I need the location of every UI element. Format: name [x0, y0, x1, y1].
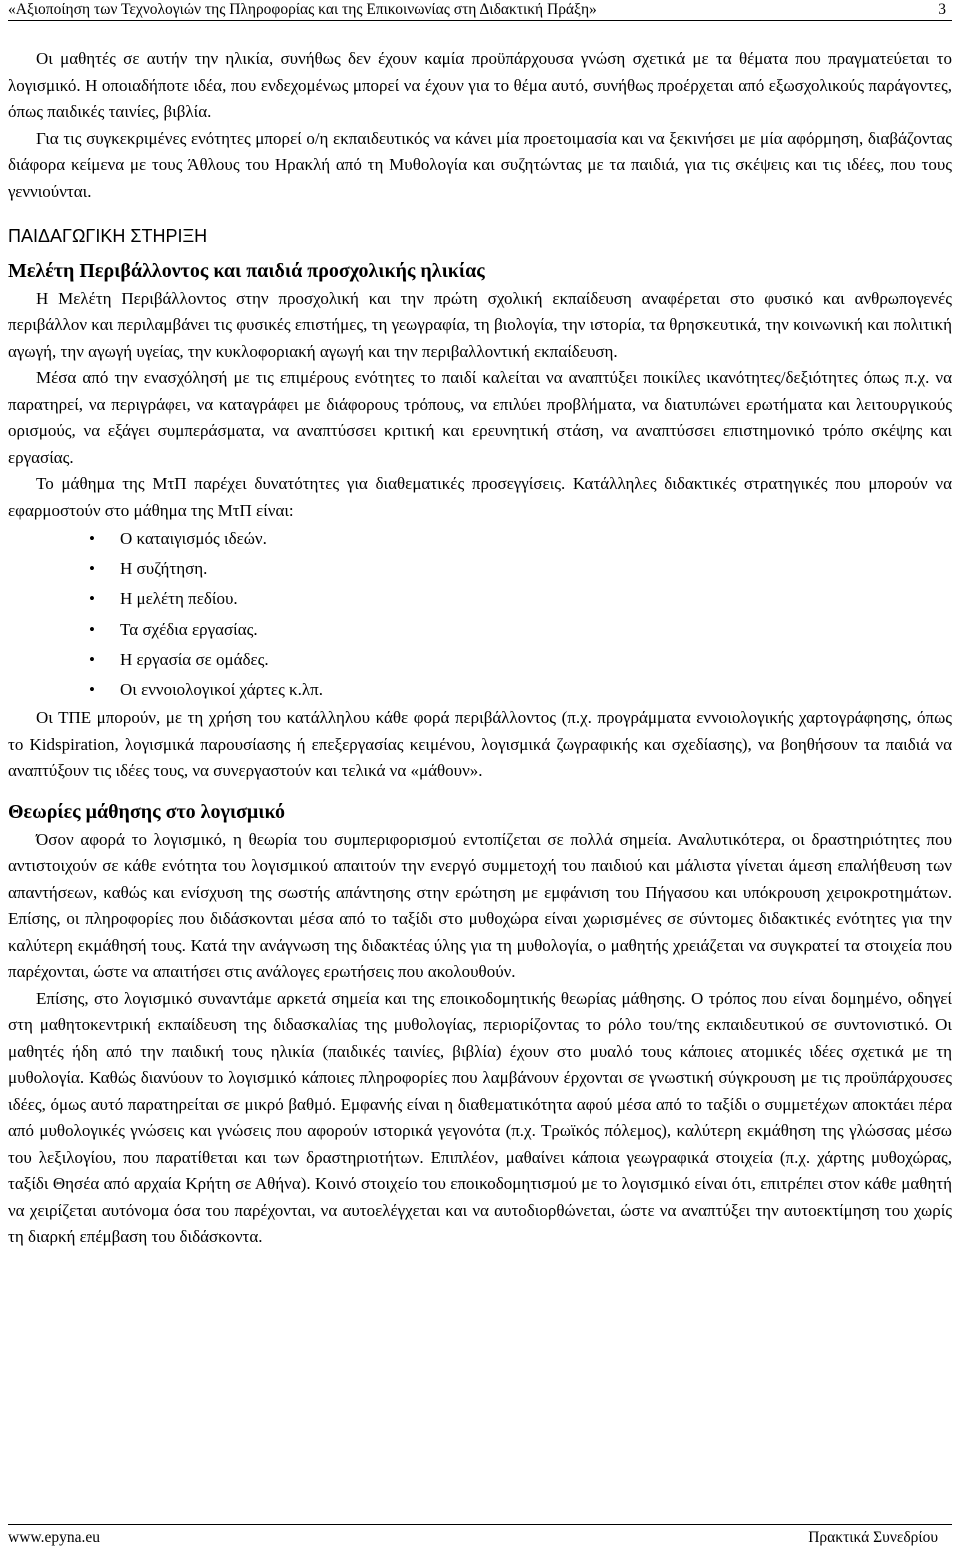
bullet-icon: • — [89, 619, 95, 639]
list-item-text: Η εργασία σε ομάδες. — [120, 649, 269, 669]
list-item — [8, 645, 952, 675]
page-footer — [8, 1524, 952, 1547]
env-paragraph: Το μάθημα της ΜτΠ παρέχει δυνατότητες για διαθεματικές προσεγγίσεις. Κατάλληλες διδακτικές στρατηγικές που μπορούν να εφαρμοστούν στο μάθημα της ΜτΠ είναι: — [8, 474, 952, 520]
strategy-list — [8, 524, 952, 705]
intro-paragraph: Για τις συγκεκριμένες ενότητες μπορεί ο/η εκπαιδευτικός να κάνει μία προετοιμασία και να ξεκινήσει με μία αφόρμηση, διαβάζοντας διάφορα κείμενα με τους Άθλους του Ηρακλή από τη Μυθολογία και συζητώντας με τα παιδιά, για τις σκέψεις και τις ιδέες, που τους γεννιούνται. — [8, 128, 952, 201]
footer-site: www.epyna.eu — [8, 1529, 100, 1546]
theory-paragraph: Όσον αφορά το λογισμικό, η θεωρία του συμπεριφορισμού εντοπίζεται σε πολλά σημεία. Αναλυτικότερα, οι δραστηριότητες που αντιστοιχούν σε κάθε ενότητα του λογισμικού απαιτούν την ενεργό συμμετοχή του παιδιού και μάλιστα γίνεται άμεση επαλήθευση των απαντήσεων, καθώς και ενίσχυση της σωστής απάντησης στην ερώτηση με εμφάνιση του Πήγασου και υπόκρουση χειροκροτημάτων. Επίσης, οι πληροφορίες που διδάσκονται μέσα από το ταξίδι στο μυθοχώρα είναι χωρισμένες σε σύντομες διδακτικές ενότητες για την καλύτερη εκμάθησή τους. Κατά την ανάγνωση της διδακτέας ύλης για τη μυθολογία, ο μαθητής χρειάζεται να συγκρατεί τα στοιχεία που παρέχονται, ώστε να απαιτήσει στις ανάλογες ερωτήσεις που ακολουθούν. — [8, 829, 952, 982]
list-item — [8, 584, 952, 614]
theory-paragraph: Επίσης, στο λογισμικό συναντάμε αρκετά σημεία και της εποικοδομητικής θεωρίας μάθησης. Ο τρόπος που είναι δομημένο, οδηγεί στη μαθητοκεντρική εκπαίδευση της διδασκαλίας της μυθολογίας, περιορίζοντας το ρόλο του/της εκπαιδευτικού σε συντονιστικό. Οι μαθητές ήδη από την παιδική τους ηλικία (παιδικές ταινίες, βιβλία) έχουν στο μυαλό τους κάποιες ατομικές ιδέες σχετικά με τη μυθολογία. Καθώς διανύουν το λογισμικό κάποιες πληροφορίες που λαμβάνουν έρχονται σε γνωστική σύγκρουση με τις προϋπάρχουσες ιδέες, όμως αυτό παρατηρείται σε μικρό βαθμό. Εμφανής είναι η διαθεματικότητα αφού μέσα από το ταξίδι ο συμμετέχων αποκτάει πέρα από μυθολογικές γνώσεις και γνώσεις που αφορούν ιστορικά γεγονότα (π.χ. Τρωϊκός πόλεμος), καλύτερη εκμάθηση της γλώσσας μέσω του λεξιλογίου, που παρατίθεται και των δραστηριοτήτων. Επιπλέον, μαθαίνει κάποια γεωγραφικά στοιχεία (π.χ. χάρτης μυθοχώρας, ταξίδι Θησέα από αρχαία Κρήτη σε Αθήνα). Κοινό στοιχείο του εποικοδομητισμού με το λογισμικό είναι ότι, επιτρέπει στον κάθε μαθητή να χειρίζεται αυτόνομα όσα του παρέχονται, να αυτοελέγχεται και να αυτοδιορθώνεται, ώστε να αναπτύξει την αυτοεκτίμηση του χωρίς τη διαρκή επέμβαση του διδάσκοντα. — [8, 988, 952, 1247]
list-item — [8, 524, 952, 554]
env-paragraph: Η Μελέτη Περιβάλλοντος στην προσχολική και την πρώτη σχολική εκπαίδευση αναφέρεται στο φυσικό και ανθρωπογενές περιβάλλον και περιλαμβάνει τις φυσικές επιστήμες, τη γεωγραφία, τη βιολογία, την ιστορία, τα θρησκευτικά, την κοινωνική και πολιτική αγωγή, την αγωγή υγείας, την κυκλοφοριακή αγωγή και την περιβαλλοντική εκπαίδευση. — [8, 288, 952, 361]
section-title: ΠΑΙΔΑΓΩΓΙΚΗ ΣΤΗΡΙΞΗ — [8, 226, 208, 246]
bullet-icon: • — [89, 529, 95, 548]
list-item-text: Η μελέτη πεδίου. — [120, 589, 238, 609]
bullet-icon: • — [89, 589, 95, 609]
env-paragraph: Μέσα από την ενασχόλησή με τις επιμέρους ενότητες το παιδί καλείται να αναπτύξει ποικίλες ικανότητες/δεξιότητες όπως π.χ. να παρατηρεί, να περιγράφει, να καταγράφει με διάφορους τρόπους, να επιλύει προβλήματα, να διατυπώνει ερωτήματα και λειτουργικούς ορισμούς, να εξάγει συμπεράσματα, να αναπτύσσει κριτική και ερευνητική στάση, να αναπτύσσει επιστημονικό τρόπο σκέψης και εργασίας. — [8, 368, 952, 467]
list-item — [8, 615, 952, 645]
page-number: 3 — [938, 1, 946, 18]
list-item — [8, 554, 952, 584]
env-paragraph: Οι ΤΠΕ μπορούν, με τη χρήση του κατάλληλου κάθε φορά περιβάλλοντος (π.χ. προγράμματα εννοιολογικής χαρτογράφησης, όπως το Kidspiration, λογισμικά παρουσίασης ή επεξεργασίας κειμένου, λογισμικά ζωγραφικής και σχεδίασης), να βοηθήσουν τα παιδιά να αναπτύξουν τις ιδέες τους, να συνεργαστούν και τελικά να «μάθουν». — [8, 708, 952, 781]
list-item-text: Ο καταιγισμός ιδεών. — [120, 529, 267, 548]
list-item-text: Τα σχέδια εργασίας. — [120, 619, 258, 639]
footer-label: Πρακτικά Συνεδρίου — [808, 1529, 938, 1546]
list-item-text: Οι εννοιολογικοί χάρτες κ.λπ. — [120, 680, 323, 700]
bullet-icon: • — [89, 680, 95, 700]
env-heading: Μελέτη Περιβάλλοντος και παιδιά προσχολικής ηλικίας — [8, 259, 485, 282]
page-header — [8, 0, 952, 21]
theory-heading: Θεωρίες μάθησης στο λογισμικό — [8, 800, 286, 823]
list-item — [8, 675, 952, 705]
document-body — [8, 46, 952, 1251]
list-item-text: Η συζήτηση. — [120, 559, 208, 579]
header-title: «Αξιοποίηση των Τεχνολογιών της Πληροφορίας και της Επικοινωνίας στη Διδακτική Πράξη» — [8, 1, 597, 18]
bullet-icon: • — [89, 559, 95, 579]
bullet-icon: • — [89, 649, 95, 669]
intro-paragraph: Οι μαθητές σε αυτήν την ηλικία, συνήθως δεν έχουν καμία προϋπάρχουσα γνώση σχετικά με τα θέματα που πραγματεύεται το λογισμικό. Η οποιαδήποτε ιδέα, που ενδεχομένως μπορεί να έχουν για το θέμα αυτό, συνήθως προέρχεται από εξωσχολικούς παράγοντες, όπως παιδικές ταινίες, βιβλία. — [8, 49, 952, 121]
